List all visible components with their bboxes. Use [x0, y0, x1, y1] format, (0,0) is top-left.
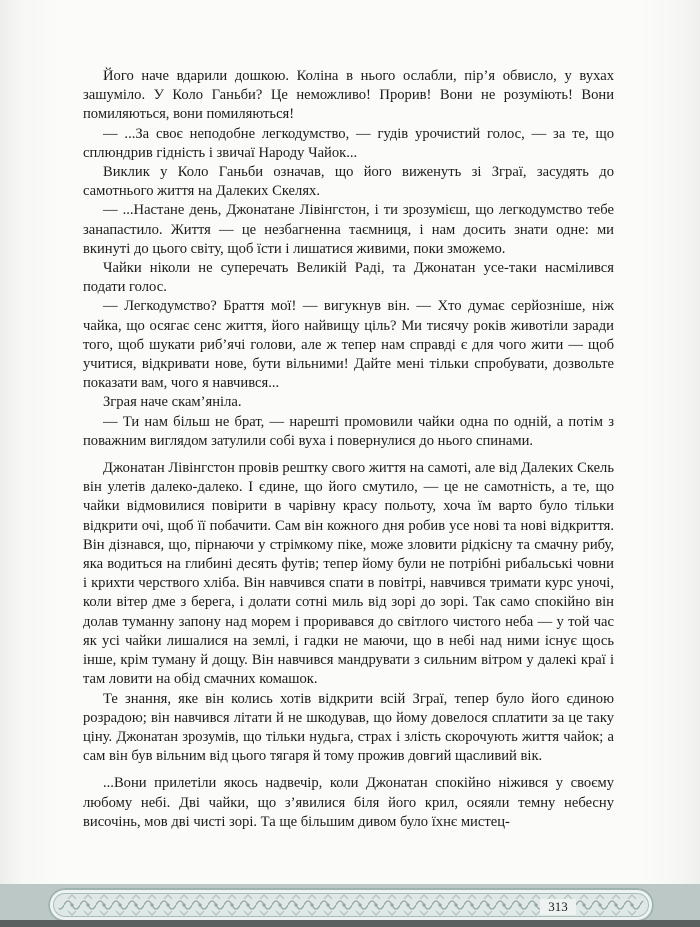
- paragraph-10: Те знання, яке він колись хотів відкрити всій Зграї, тепер було його єдиною розрадою; він навчився літати й не шкодував, що йому довелося сплатити за це таку ціну. Джонатан зрозумів, що тільки нудьга, страх і злість скорочують життя чайок; а сам він був вільним від цього тягаря й тому прожив довгий щасливий вік.: [83, 690, 614, 765]
- paragraph-7: Зграя наче скам’яніла.: [103, 394, 242, 411]
- scan-bottom-strip: [0, 920, 700, 927]
- paragraph-4: — ...Настане день, Джонатане Лівінгстон, і ти зрозумієш, що легкодумство тебе занапастило. Життя — це незбагненна таємниця, і нам досить знати одне: ми вкинуті до цього світу, щоб їсти і лишатися живими, поки зможемо.: [83, 202, 614, 257]
- paragraph-1: Його наче вдарили дошкою. Коліна в нього ослабли, пір’я обвисло, у вухах зашуміло. У Коло Ганьби? Це неможливо! Прорив! Вони не розуміють! Вони помиляються, вони помиляються!: [83, 68, 614, 123]
- paragraph-3: Виклик у Коло Ганьби означав, що його виженуть зі Зграї, засудять до самотнього життя на Далеких Скелях.: [83, 164, 614, 200]
- paragraph-9: Джонатан Лівінгстон провів рештку свого життя на самоті, але від Далеких Скель він улетів далеко-далеко. І єдине, що його смутило, — це не самотність, а те, що чайки відмовилися повірити в чарівну красу польоту, хоча їм варто було тільки відкрити очі, щоб її побачити. Сам він кожного дня робив усе нові та нові відкриття. Він дізнався, що, пірнаючи у стрімкому піке, може зловити рідкісну та смачну рибу, яка водиться на глибині десять футів; тепер йому були не потрібні рибальські човни і крихти черствого хліба. Він навчився спати в повітрі, навчився тримати курс уночі, коли вітер дме з берега, і долати сотні миль від зорі до зорі. Так само спокійно він долав туманну запону над морем і проривався до світлого чистого неба — у той час як усі чайки лишалися на землі, і гадки не маючи, що в небі над ними існує щось інше, крім туману й дощу. Він навчився мандрувати з сильним вітром у далекі краї і там ловити на обід смачних комашок.: [83, 460, 614, 688]
- page-text: [83, 67, 614, 832]
- paragraph-5: Чайки ніколи не суперечать Великій Раді, та Джонатан усе-таки насмілився подати голос.: [83, 260, 614, 296]
- page-number: 313: [540, 899, 576, 915]
- paragraph-6: — Легкодумство? Браття мої! — вигукнув він. — Хто думає серйозніше, ніж чайка, що осягає сенс життя, його найвищу ціль? Ми тисячу років животіли заради того, щоб шукати риб’ячі голови, але ж тепер нам справді є для чого жити — щоб учитися, відкривати нове, бути вільними! Дайте мені тільки спробувати, дозвольте показати вам, чого я навчився...: [83, 298, 614, 392]
- paragraph-11: ...Вони прилетіли якось надвечір, коли Джонатан спокійно ніжився у своєму любому небі. Дві чайки, що з’явилися біля його крил, осяяли темну небесну височінь, мов дві чисті зорі. Та ще більшим дивом було їхнє мистец-: [83, 775, 614, 830]
- paragraph-8: — Ти нам більш не брат, — нарешті промовили чайки одна по одній, а потім з поважним виглядом затулили собі вуха і повернулися до нього спинами.: [83, 413, 614, 449]
- paragraph-2: — ...За своє неподобне легкодумство, — гудів урочистий голос, — за те, що сплюндрив гідність і звичаї Народу Чайок...: [83, 125, 614, 161]
